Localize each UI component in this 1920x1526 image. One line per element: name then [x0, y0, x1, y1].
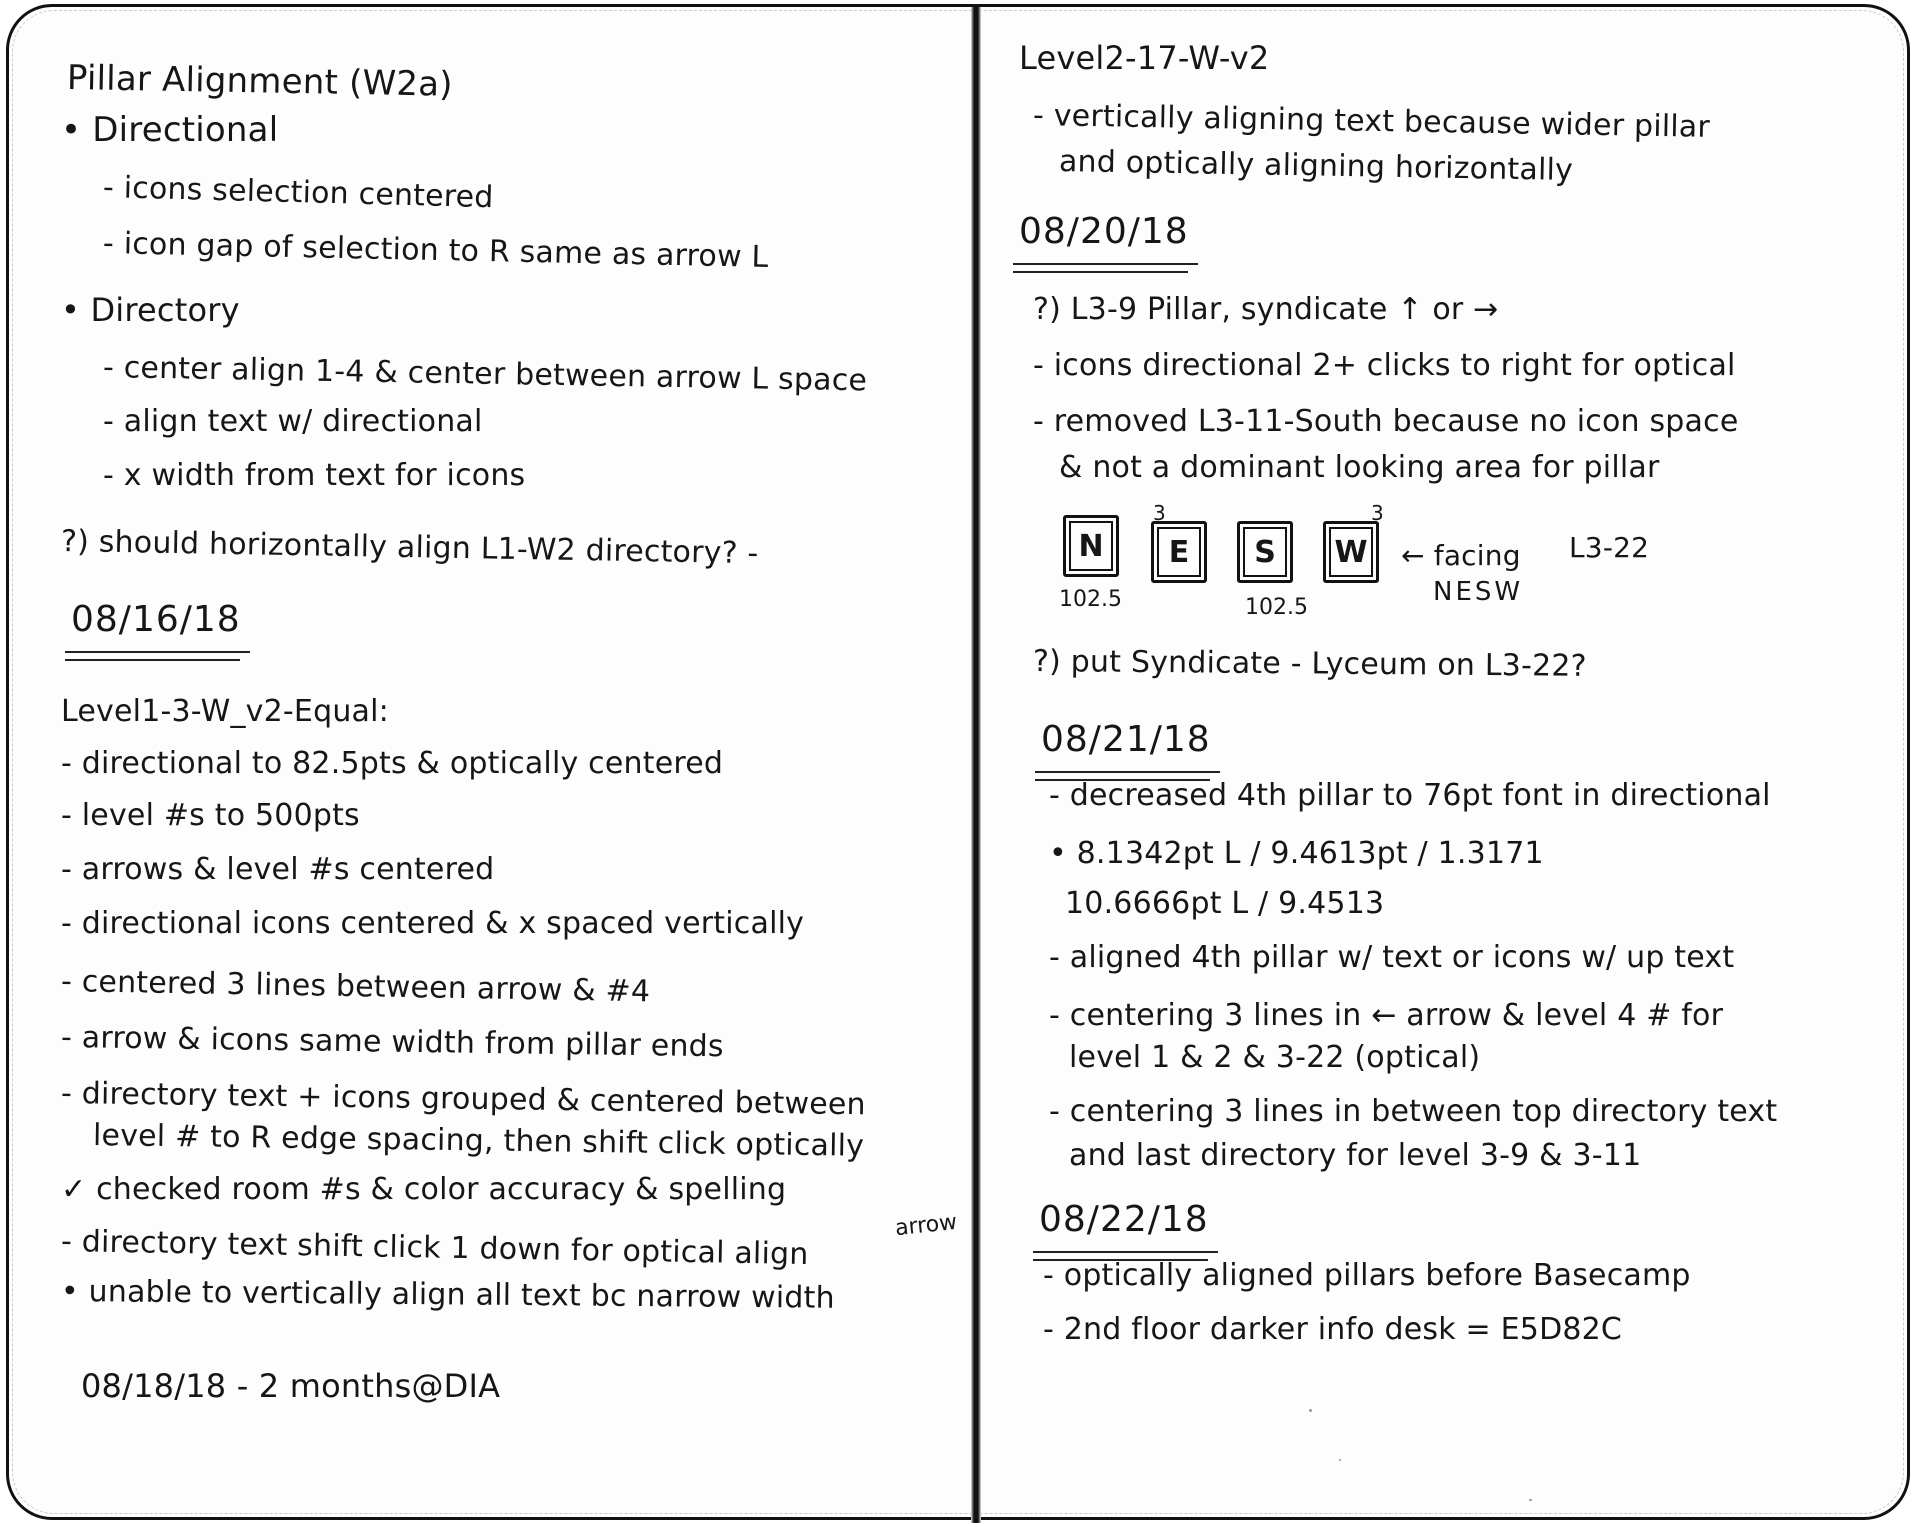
note-line: - vertically aligning text because wider pillar	[1032, 98, 1711, 145]
note-line: level # to R edge spacing, then shift click optically	[92, 1118, 865, 1164]
note-line: • Directory	[61, 291, 240, 329]
direction-letter: S	[1243, 527, 1287, 577]
note-line: - decreased 4th pillar to 76pt font in directional	[1049, 778, 1771, 813]
note-line: 08/18/18 - 2 months@DIA	[81, 1367, 501, 1405]
box-superscript: 3	[1153, 501, 1166, 525]
direction-box-w	[1323, 521, 1379, 583]
scan-speck	[1529, 1499, 1532, 1501]
direction-letter: E	[1157, 527, 1201, 577]
direction-box-s	[1237, 521, 1293, 583]
direction-letter: N	[1069, 521, 1113, 571]
note-line: • Directional	[61, 110, 279, 150]
note-line: - removed L3-11-South because no icon space	[1033, 404, 1739, 439]
note-line: - icon gap of selection to R same as arrow L	[102, 226, 769, 275]
note-line: • 8.1342pt L / 9.4613pt / 1.3171	[1049, 836, 1544, 871]
direction-box-n	[1063, 515, 1119, 577]
note-line: ?) put Syndicate - Lyceum on L3-22?	[1032, 644, 1587, 684]
facing-label: ← facing	[1401, 539, 1521, 572]
note-line: - 2nd floor darker info desk = E5D82C	[1043, 1312, 1623, 1347]
facing-letters: NESW	[1433, 577, 1524, 607]
note-line: - center align 1-4 & center between arrow L space	[102, 350, 868, 399]
entry-date	[1019, 211, 1189, 253]
note-line: Level1-3-W_v2-Equal:	[61, 694, 389, 729]
entry-date	[1041, 719, 1211, 761]
note-line: - centering 3 lines in between top directory text	[1049, 1094, 1778, 1129]
entry-date-text: 08/21/18	[1041, 719, 1211, 760]
page-heading: Pillar Alignment (W2a)	[66, 58, 454, 105]
note-line: - directory text + icons grouped & centered between	[60, 1076, 866, 1123]
note-line: - aligned 4th pillar w/ text or icons w/ up text	[1049, 940, 1735, 975]
notebook-spine	[971, 7, 981, 1523]
note-line: - centered 3 lines between arrow & #4	[60, 964, 651, 1010]
direction-letter: W	[1329, 527, 1373, 577]
note-line: - arrow & icons same width from pillar ends	[60, 1020, 724, 1065]
note-line: & not a dominant looking area for pillar	[1059, 450, 1660, 485]
entry-date-text: 08/20/18	[1019, 211, 1189, 252]
note-line: - icons directional 2+ clicks to right for optical	[1033, 348, 1736, 383]
sketch-level-label: L3-22	[1569, 531, 1650, 564]
date-underline	[1013, 263, 1198, 265]
note-line: - icons selection centered	[102, 170, 495, 216]
note-line: ?) L3-9 Pillar, syndicate ↑ or →	[1033, 292, 1499, 327]
date-underline	[65, 659, 240, 661]
left-page	[57, 29, 957, 1499]
direction-box-e	[1151, 521, 1207, 583]
date-underline	[65, 651, 250, 653]
note-line: - x width from text for icons	[103, 458, 526, 493]
right-page	[1009, 29, 1889, 1499]
box-measure: 102.5	[1245, 595, 1308, 620]
note-line: and last directory for level 3-9 & 3-11	[1069, 1138, 1642, 1173]
entry-date	[71, 599, 241, 641]
note-line: - directional icons centered & x spaced vertically	[61, 906, 805, 941]
note-line: 10.6666pt L / 9.4513	[1065, 886, 1385, 921]
box-measure: 102.5	[1059, 587, 1122, 612]
notebook	[6, 4, 1910, 1520]
note-line: - arrows & level #s centered	[61, 852, 495, 887]
scan-speck	[1309, 1409, 1312, 1412]
margin-note: arrow	[893, 1209, 959, 1242]
scan-speck	[1339, 1459, 1341, 1461]
page-heading: Level2-17-W-v2	[1019, 39, 1270, 77]
entry-date-text: 08/16/18	[71, 599, 241, 640]
box-superscript: 3	[1371, 501, 1384, 525]
note-line: - centering 3 lines in ← arrow & level 4 # for	[1049, 998, 1724, 1033]
date-underline	[1013, 271, 1188, 273]
note-line: level 1 & 2 & 3-22 (optical)	[1069, 1040, 1481, 1075]
note-line: - directory text shift click 1 down for optical align	[60, 1224, 809, 1273]
note-line: - align text w/ directional	[103, 404, 483, 439]
note-line: - level #s to 500pts	[61, 798, 360, 833]
note-line: - optically aligned pillars before Basecamp	[1043, 1258, 1691, 1293]
entry-date-text: 08/22/18	[1039, 1199, 1209, 1240]
note-line: and optically aligning horizontally	[1058, 144, 1574, 188]
note-line: ?) should horizontally align L1-W2 directory? -	[60, 524, 759, 572]
note-line: • unable to vertically align all text bc narrow width	[60, 1274, 835, 1316]
date-underline	[1033, 1251, 1218, 1253]
entry-date	[1039, 1199, 1209, 1241]
date-underline	[1035, 771, 1220, 773]
note-line: - directional to 82.5pts & optically centered	[61, 746, 724, 781]
note-line: ✓ checked room #s & color accuracy & spelling	[61, 1172, 787, 1207]
